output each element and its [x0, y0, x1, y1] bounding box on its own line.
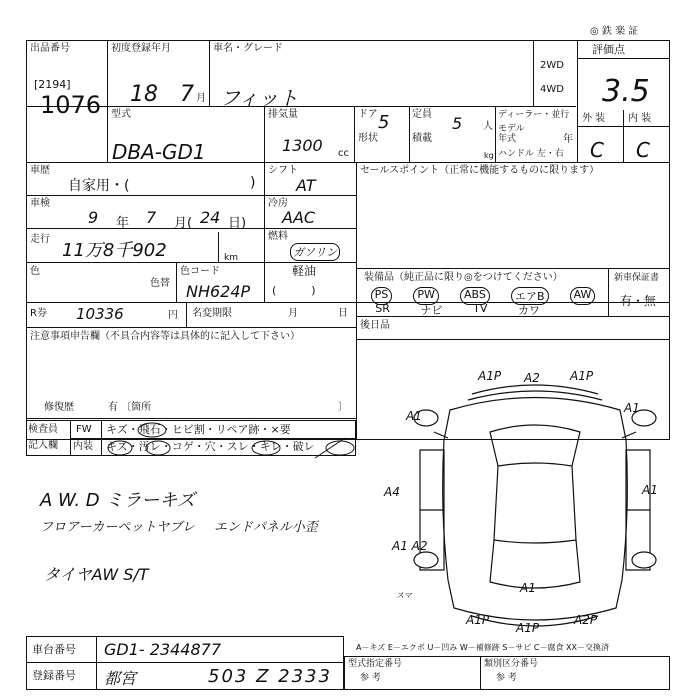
equipment-row-2: [360, 302, 606, 318]
color-code-label: 色コード: [180, 266, 220, 277]
lot-number-label: 出品番号: [30, 43, 70, 54]
inspection-month-unit: 月(: [174, 216, 193, 231]
equip-sr: SR: [375, 302, 390, 315]
mark-left-rear: A1 A2: [392, 539, 428, 553]
mark-right-fender: A1: [624, 401, 640, 415]
recycle-label: R券: [30, 308, 47, 319]
top-stamp: ◎ 鉄 楽 証: [590, 26, 639, 37]
first-registration-year: 18: [130, 82, 158, 107]
mark-rear-right: A2P: [574, 613, 598, 627]
lot-sub-number: [2194]: [34, 78, 71, 91]
notes-label: 注意事項申告欄（不具合内容等は具体的に記入して下さい）: [30, 331, 300, 342]
type-designation-label: 型式指定番号: [348, 659, 403, 669]
equipment-label: 装備品（純正品に限り◎をつけてください）: [364, 272, 563, 283]
fuel-diesel: 軽油: [292, 264, 317, 278]
exterior-label: 外 装: [582, 113, 606, 124]
equip-ps: PS: [371, 287, 393, 305]
yen-unit: 円: [168, 310, 178, 321]
interior-grade: C: [636, 138, 650, 162]
recycle-value: 10336: [76, 305, 124, 323]
equip-airbag: エアB: [511, 287, 549, 305]
car-damage-diagram: [384, 369, 680, 640]
mark-front-center: A2: [524, 371, 540, 385]
fuel-gasoline: ガソリン: [290, 243, 340, 261]
fw-label: FW: [76, 424, 92, 435]
year-unit: 年: [563, 134, 573, 145]
inspector-entry-label: 記入欄: [28, 440, 58, 451]
equip-leather: カワ: [518, 304, 541, 317]
damage-legend: A－キズ E－エクボ U－凹み W－補修跡 S－サビ C－腐食 XX－交換済: [356, 643, 610, 652]
drive-4wd: 4WD: [540, 84, 564, 95]
sales-point-label: セールスポイント（正常に機能するものに限ります）: [360, 165, 600, 176]
equip-pw: PW: [413, 287, 439, 305]
equip-blank: [571, 302, 591, 318]
repair-history-label: 修復歴: [44, 402, 74, 413]
mark-bottom-note: スマ: [396, 591, 412, 600]
repair-history-value: 有 〔箇所: [108, 402, 152, 413]
drive-2wd: 2WD: [540, 60, 564, 71]
new-car-warranty-value: 有・無: [620, 294, 657, 308]
fuel-label: 燃料: [268, 231, 288, 242]
exterior-grade: C: [590, 138, 604, 162]
mark-left-fender: A1: [406, 409, 422, 423]
month-unit: 月: [196, 93, 206, 104]
mileage-label: 走行: [30, 234, 50, 245]
chassis-number-label: 車台番号: [32, 643, 76, 656]
remark-line-4: タイヤAW S/T: [44, 565, 149, 584]
remark-line-1: A W. D ミラーキズ: [40, 490, 196, 511]
dealer-label: ディーラー・並行: [498, 110, 570, 120]
inspection-year-unit: 年: [116, 216, 130, 231]
ac-label: 冷房: [268, 198, 288, 209]
color-label: 色: [30, 266, 40, 277]
door-value: 5: [378, 112, 390, 133]
equip-navi: ナビ: [420, 304, 443, 317]
name-change-label: 名変期限: [192, 308, 232, 319]
remark-line-3: エンドパネル小歪: [214, 520, 318, 535]
cc-unit: cc: [338, 148, 349, 159]
score-value: 3.5: [602, 74, 650, 109]
shape-label: 形状: [358, 133, 378, 144]
fw-items: キズ・飛石・ヒビ割・リペア跡・×要: [106, 423, 291, 436]
door-label: ドア: [358, 109, 378, 120]
ac-value: AAC: [282, 208, 316, 227]
registration-number: 503 Z 2333: [208, 666, 332, 687]
history-value: 自家用・(: [68, 178, 130, 194]
score-label: 評価点: [592, 43, 625, 56]
interior-label: 内 装: [628, 113, 652, 124]
name-change-day: 日: [338, 308, 348, 319]
inspection-day-unit: 日): [228, 216, 247, 231]
interior-inspect-label: 内装: [73, 441, 93, 452]
kg-unit: kg: [484, 151, 494, 160]
first-registration-month: 7: [180, 82, 194, 107]
load-label: 積載: [412, 133, 432, 144]
inspector-circles: [100, 418, 360, 468]
handle-label: ハンドル 左・右: [498, 149, 564, 159]
inspection-month: 7: [146, 208, 157, 227]
interior-inspect-items: キズ・汚レ・コゲ・穴・スレ・キレ・破レ: [106, 440, 315, 453]
type-ref: 参 考: [360, 673, 381, 683]
class-number-label: 類別区分番号: [484, 659, 539, 669]
capacity-label: 定員: [412, 109, 432, 120]
class-ref: 参 考: [496, 673, 517, 683]
color-change-label: 色替: [150, 278, 170, 289]
repair-history-close: 〕: [338, 402, 348, 413]
color-code-value: NH624P: [186, 282, 251, 301]
inspector-label: 検査員: [28, 424, 58, 435]
first-registration-label: 初度登録年月: [111, 43, 171, 54]
fuel-other: ( ): [272, 284, 316, 297]
mark-rear-mid: A1P: [516, 621, 540, 635]
remark-line-2: フロアーカーペットヤブレ: [40, 520, 195, 535]
shift-value: AT: [296, 176, 316, 195]
car-name-label: 車名・グレード: [213, 43, 283, 54]
mileage-value: 11万8千902: [62, 240, 167, 261]
registration-prefecture: 都宮: [104, 669, 137, 688]
mark-right-door: A1: [642, 483, 658, 497]
model-label: 型式: [111, 109, 131, 120]
new-car-warranty-label: 新車保証書: [614, 273, 660, 283]
rear-items-label: 後日品: [360, 320, 390, 331]
history-label: 車歴: [30, 165, 50, 176]
mark-rear-center: A1: [520, 581, 536, 595]
mark-left-door: A4: [384, 485, 400, 499]
displacement-label: 排気量: [268, 109, 298, 120]
inspection-day: 24: [200, 208, 221, 227]
equip-tv: TV: [473, 302, 488, 315]
lot-number: 1076: [40, 91, 102, 119]
car-name: フィット: [220, 86, 299, 110]
chassis-number-value: GD1- 2344877: [104, 640, 222, 659]
inspection-label: 車検: [30, 198, 50, 209]
mark-rear-left: A1P: [466, 613, 490, 627]
equip-aw: AW: [570, 287, 596, 305]
registration-label: 登録番号: [32, 669, 76, 682]
name-change-month: 月: [288, 308, 298, 319]
history-close-paren: ): [250, 175, 256, 191]
inspection-year: 9: [88, 208, 99, 227]
person-unit: 人: [483, 121, 493, 132]
model-value: DBA-GD1: [112, 140, 206, 164]
km-unit: km: [224, 253, 238, 263]
equip-abs: ABS: [460, 287, 490, 305]
mark-front-left: A1P: [478, 369, 502, 383]
model-year-label: モデル年式: [498, 124, 525, 144]
shift-label: シフト: [268, 165, 298, 176]
capacity-value: 5: [452, 114, 463, 133]
displacement-value: 1300: [282, 136, 323, 155]
mark-front-right: A1P: [570, 369, 594, 383]
